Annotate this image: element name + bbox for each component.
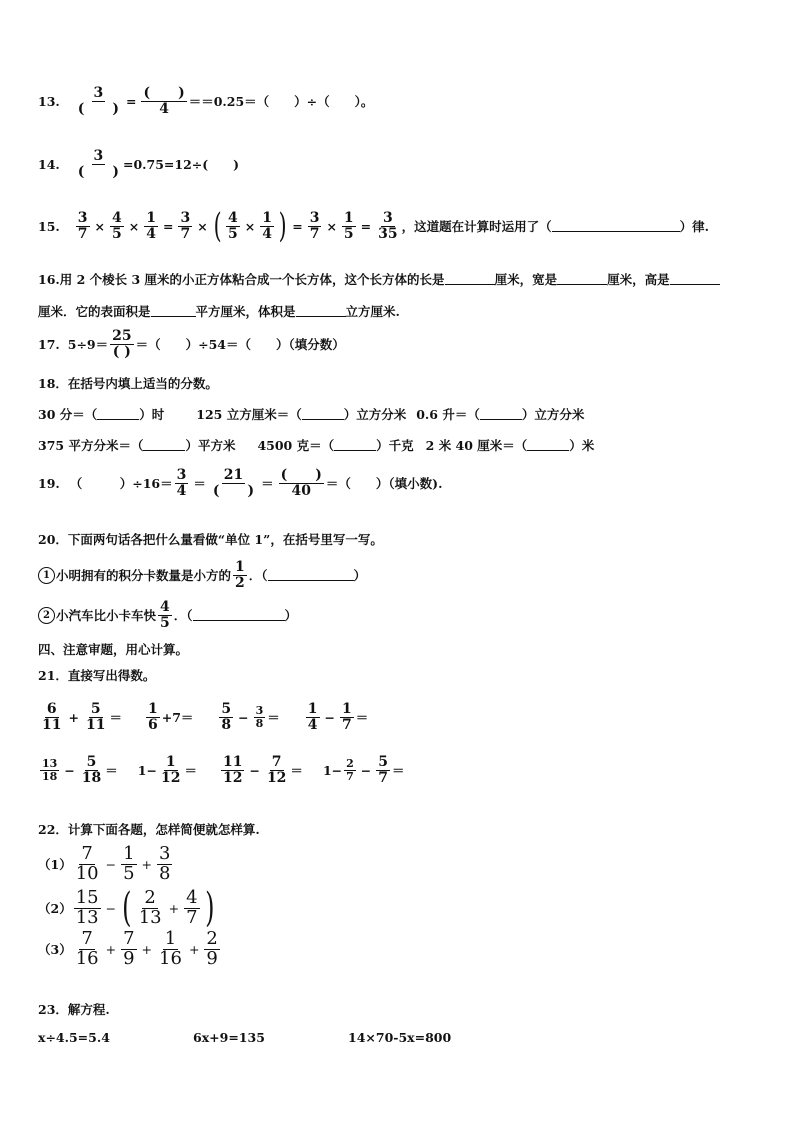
q18-blank-2[interactable]: [302, 408, 344, 420]
section-heading: 四、注意审题，用心计算。: [38, 642, 189, 657]
q19-frac-a: 3 4: [176, 467, 187, 499]
q16-area-blank[interactable]: [151, 305, 196, 317]
q15-answer-blank[interactable]: [552, 220, 680, 232]
q20-item2: 2 小汽车比小卡车快 4 5 ．（ ）: [38, 600, 297, 630]
q22-problem-1: （1） 7 10 − $\frac{1}{5}$ + $\frac{3}{8}$: [38, 843, 171, 884]
q18-blank-6[interactable]: [527, 439, 569, 451]
q15-frac-c: $\frac{1}{4}$: [146, 209, 156, 242]
equation-2: 6x+9=135: [193, 1030, 265, 1045]
q15-frac-i: $\frac{3}{35}$: [378, 209, 398, 242]
q18-blank-4[interactable]: [143, 439, 185, 451]
q20-item1: 1 小明拥有的积分卡数量是小方的 1 2 ．（ ）: [38, 560, 366, 590]
q14-rest: =0.75=12÷( ): [123, 157, 240, 173]
q15-text: ，这道题在计算时运用了（: [401, 219, 552, 234]
q14-fraction: 3 ( ): [77, 148, 119, 180]
q19-frac-c: ( ) 40: [280, 467, 322, 499]
q20-answer-blank-1[interactable]: [268, 569, 354, 581]
q20-answer-blank-2[interactable]: [193, 609, 285, 621]
q15-frac-a: $\frac{3}{7}$: [77, 209, 88, 242]
q21-title: 21．直接写出得数。: [38, 668, 156, 683]
q13-fraction-2: ( ) 4: [143, 85, 185, 117]
q13-number: 13.: [38, 93, 60, 109]
q21-row2: 13 18 − $\frac{5}{18}$ ＝ 1− $\frac{1}{12}$ ＝ 11 12 − $\frac{7}{12}$ ＝ 1− $\frac{2}{7}$ − $\frac{5}{7}$ ＝: [42, 754, 405, 786]
q22-title: 22．计算下面各题，怎样简便就怎样算.: [38, 822, 260, 837]
q13-fraction-1: 3 ( ): [77, 85, 119, 117]
q20-frac-1: 1 2: [235, 559, 245, 591]
q18-blank-5[interactable]: [334, 439, 376, 451]
q13: 13. 3 ( ) = ( ) 4 ＝＝0.25＝（ ）÷（ ）。: [38, 85, 374, 117]
q16-line1: 16.用 2 个棱长 3 厘米的小正方体粘合成一个长方体，这个长方体的长是 厘米，宽是 厘米，高是: [38, 270, 720, 288]
q22-problem-2: （2） 15 13 − ( 2 13 + $\frac{4}{7}$ ): [38, 885, 215, 931]
q18-title: 18．在括号内填上适当的分数。: [38, 376, 218, 391]
q15-frac-g: $\frac{3}{7}$: [309, 209, 320, 242]
q21-row1: 6 11 + $\frac{5}{11}$ ＝ 1 6 +7＝ 5 8 − $\frac{3}{8}$ ＝ 1 4 − $\frac{1}{7}$ ＝: [42, 701, 369, 733]
q14: [38, 149, 239, 179]
q15-number: 15.: [38, 218, 60, 234]
q16-height-blank[interactable]: [670, 273, 720, 285]
q18-row2: 375 平方分米＝（ ）平方米 4500 克＝（ ）千克 2 米 40 厘米＝（ ）米: [38, 438, 595, 453]
q16-line2: 厘米．它的表面积是 平方厘米，体积是 立方厘米.: [38, 304, 400, 319]
q17-number: 17.: [38, 336, 60, 352]
q15-frac-e: $\frac{4}{5}$: [227, 209, 238, 242]
q18-blank-3[interactable]: [480, 408, 522, 420]
q15-frac-f: $\frac{1}{4}$: [262, 209, 272, 242]
q16-volume-blank[interactable]: [296, 305, 346, 317]
q18-blank-1[interactable]: [97, 408, 139, 420]
q15-frac-h: $\frac{1}{5}$: [343, 209, 354, 242]
q13-rest: ＝＝0.25＝（ ）÷（ ）。: [188, 94, 374, 110]
q23-equations: [38, 1030, 451, 1045]
q16-width-blank[interactable]: [557, 273, 607, 285]
q18-row1: 30 分＝（ ）时 125 立方厘米＝（ ）立方分米 0.6 升＝（ ）立方分米: [38, 407, 585, 422]
q19-frac-b: 21 ( ): [212, 467, 255, 499]
q15-frac-b: $\frac{4}{5}$: [111, 209, 122, 242]
q22-problem-3: （3） 7 16 + $\frac{7}{9}$ + $\frac{1}{16}$ + $\frac{2}{9}$: [38, 928, 218, 969]
q15-frac-d: $\frac{3}{7}$: [180, 209, 191, 242]
circled-number-icon: 1: [38, 567, 55, 584]
q15: 15. $\frac{3}{7}$ × $\frac{4}{5}$ × $\frac{1}{4}$ = $\frac{3}{7}$ × ( $\frac{4}{5}$ × $\frac{1}{4}$ ) = $\frac{3}{7}$ × $\frac{1}{5}$ = $\frac{3}{35}$ ，这道题在计算时运用了（ ）律.: [38, 206, 710, 246]
q19-number: 19.: [38, 475, 60, 491]
q23-title: 23．解方程.: [38, 1002, 110, 1017]
equation-3: 14×70-5x=800: [348, 1030, 452, 1045]
q17: 17. 5÷9＝ 25 ( ) ＝（ ）÷54＝（ ）（填分数）: [38, 328, 345, 360]
q14-number: 14.: [38, 156, 60, 172]
q20-frac-2: 4 5: [160, 599, 170, 631]
circled-number-icon: 2: [38, 607, 55, 624]
equation-1: x÷4.5=5.4: [38, 1030, 110, 1045]
q17-fraction: 25 ( ): [112, 328, 132, 360]
q19: 19. （ ）÷16＝ 3 4 ＝ 21 ( ) ＝ ( ) 40 ＝（ ）（填小数).: [38, 467, 443, 499]
q16-length-blank[interactable]: [445, 273, 495, 285]
q20-title: 20．下面两句话各把什么量看做“单位 1”，在括号里写一写。: [38, 532, 383, 547]
